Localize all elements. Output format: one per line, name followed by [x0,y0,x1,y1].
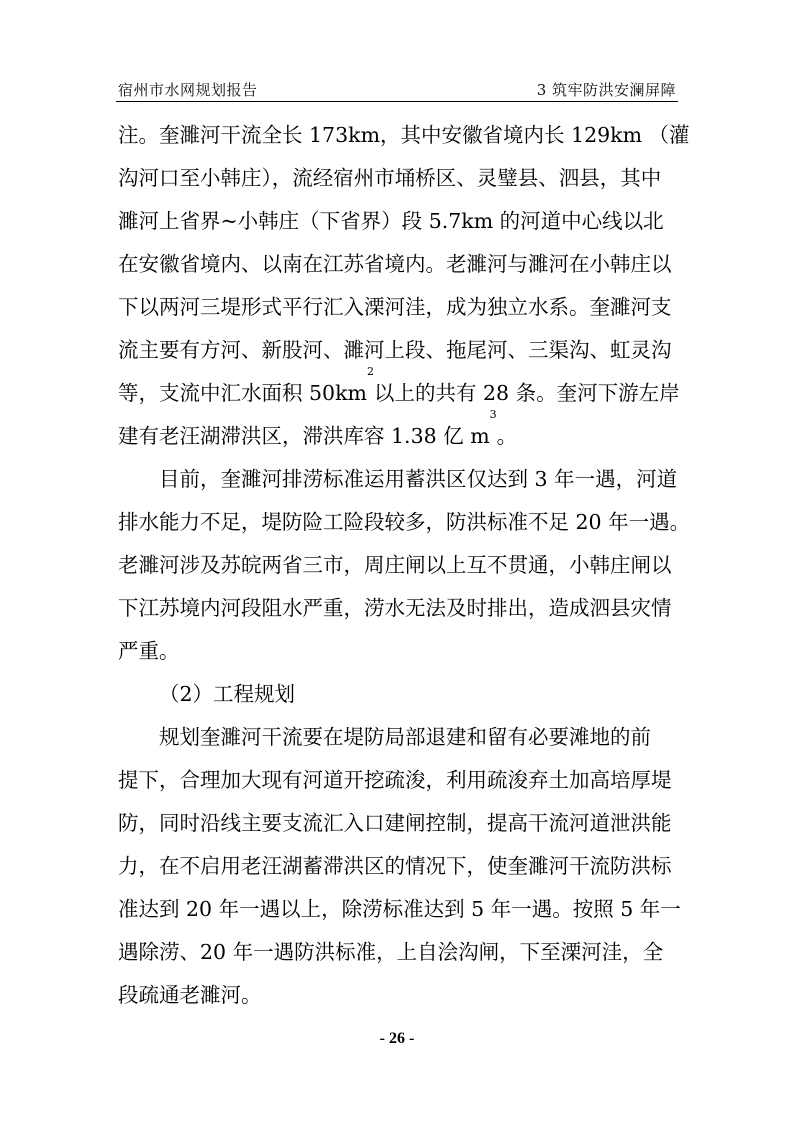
text-line: 准达到 20 年一遇以上，除涝标准达到 5 年一遇。按照 5 年一 [118,897,681,921]
text-line [118,365,680,415]
text-line: 力，在不启用老汪湖蓄滞洪区的情况下，使奎濉河干流防洪标 [118,854,672,878]
text-line: 注。奎濉河干流全长 173km，其中安徽省境内长 129km （灌 [118,123,690,147]
text-line: 段疏通老濉河。 [118,983,262,1007]
header-rule [116,101,678,102]
text-span: 以上的共有 28 条。奎河下游左岸 [373,381,680,405]
text-line [118,408,678,458]
text-line: 沟河口至小韩庄），流经宿州市埇桥区、灵璧县、泗县，其中 [118,166,662,190]
text-line: 流主要有方河、新股河、濉河上段、拖尾河、三渠沟、虹灵沟 [118,338,672,362]
page-number: - 26 - [379,1030,415,1047]
paragraph-start: 目前，奎濉河排涝标准运用蓄洪区仅达到 3 年一遇，河道 [159,467,678,491]
superscript: 3 [489,408,497,421]
text-line: 下以两河三堤形式平行汇入溧河洼，成为独立水系。奎濉河支 [118,295,672,319]
text-line: 防，同时沿线主要支流汇入口建闸控制，提高干流河道泄洪能 [118,811,672,835]
running-header-title: 宿州市水网规划报告 [118,81,258,99]
text-line: 遇除涝、20 年一遇防洪标准，上自浍沟闸，下至溧河洼，全 [118,940,664,964]
running-header-chapter: 3 筑牢防洪安澜屏障 [536,81,676,99]
paragraph-start: 规划奎濉河干流要在堤防局部退建和留有必要滩地的前 [159,725,651,749]
text-line: 老濉河涉及苏皖两省三市，周庄闸以上互不贯通，小韩庄闸以 [118,553,672,577]
text-span: 建有老汪湖滞洪区，滞洪库容 1.38 亿 m [118,424,490,448]
text-line: 排水能力不足，堤防险工险段较多，防洪标准不足 20 年一遇。 [118,510,691,534]
text-line: 严重。 [118,639,180,663]
text-line: 下江苏境内河段阻水严重，涝水无法及时排出，造成泗县灾情 [118,596,672,620]
text-line: 提下，合理加大现有河道开挖疏浚，利用疏浚弃土加高培厚堤 [118,768,672,792]
text-line: 在安徽省境内、以南在江苏省境内。老濉河与濉河在小韩庄以 [118,252,672,276]
section-heading: （2）工程规划 [159,682,296,706]
text-span: 等，支流中汇水面积 50km [118,381,367,405]
text-span: 。 [496,424,518,448]
body-text [118,114,691,1017]
text-line: 濉河上省界~小韩庄（下省界）段 5.7km 的河道中心线以北 [118,209,664,233]
superscript: 2 [366,365,374,378]
